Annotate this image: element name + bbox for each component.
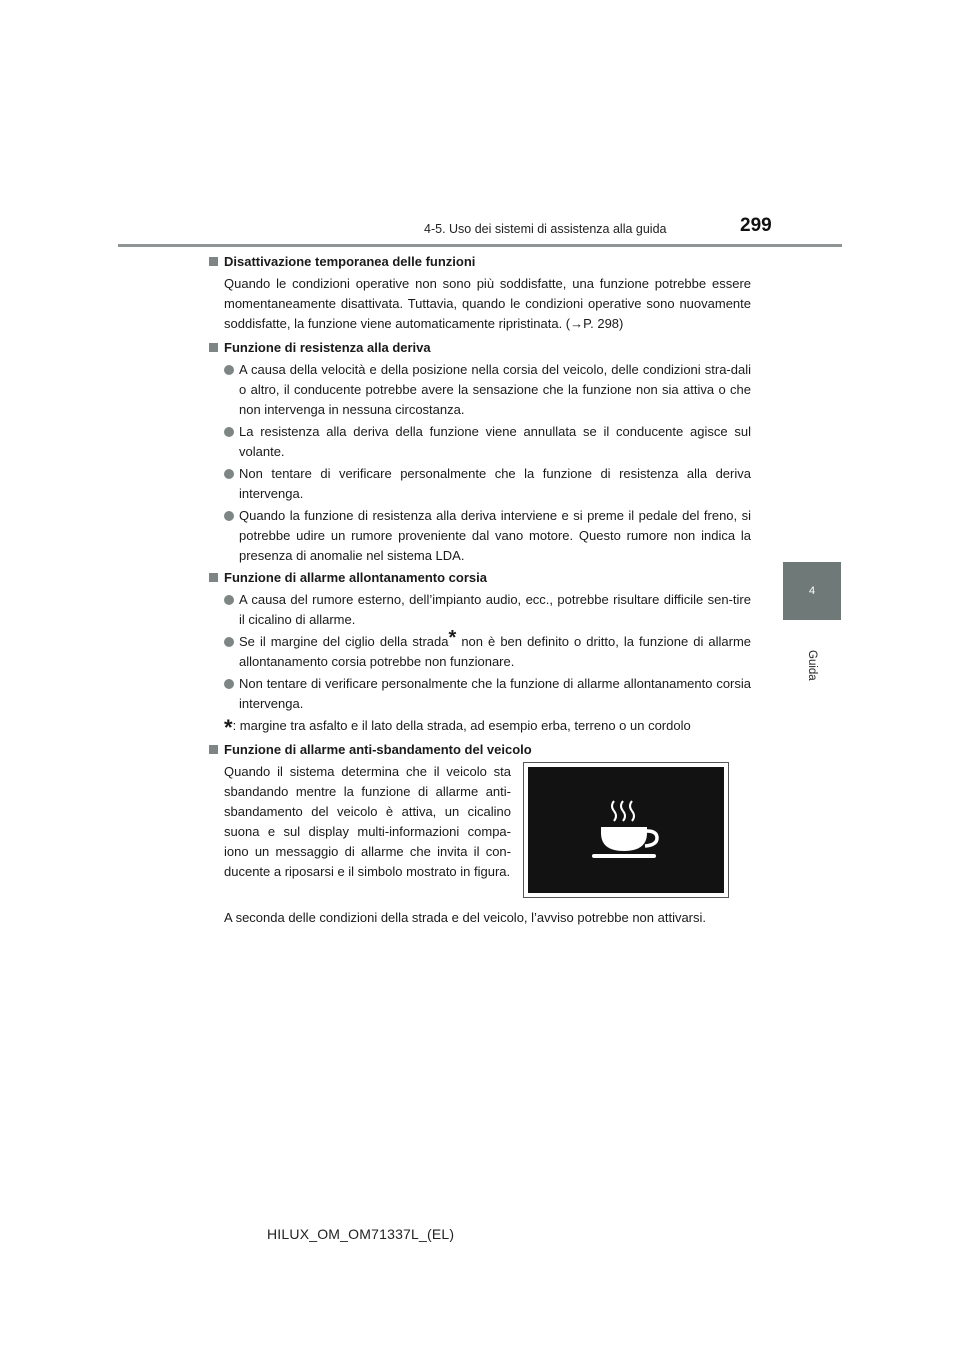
- section-sway-warning: [208, 740, 751, 928]
- list-item-text: A causa della velocità e della posizione nella corsia del veicolo, delle condizioni stra-dali o altro, il conducente potrebbe avere la sensazione che la funzione non sia attiva o che non intervenga in nessuna circostanza.: [239, 362, 751, 417]
- chapter-tab: [783, 562, 841, 620]
- list-item: [208, 464, 751, 504]
- figure-block: [208, 762, 751, 902]
- display-figure: [523, 762, 729, 898]
- heading-text: Funzione di allarme anti-sbandamento del veicolo: [224, 742, 532, 757]
- header-rule: [118, 244, 842, 247]
- header-section-title: 4-5. Uso dei sistemi di assistenza alla guida: [424, 222, 667, 236]
- chapter-number: 4: [808, 585, 816, 597]
- list-item: [208, 590, 751, 630]
- list-item: [208, 627, 751, 672]
- section-heading: [208, 252, 751, 272]
- round-bullet-icon: [224, 595, 234, 605]
- list-item-text-before: Se il margine del ciglio della strada: [239, 634, 449, 649]
- square-bullet-icon: [209, 257, 218, 266]
- footnote-text: : margine tra asfalto e il lato della strada, ad esempio erba, terreno o un cordolo: [232, 718, 691, 733]
- footnote: [208, 715, 751, 740]
- section-drift-resistance: [208, 338, 751, 566]
- round-bullet-icon: [224, 469, 234, 479]
- list-item-text: Quando la funzione di resistenza alla deriva interviene e si preme il pedale del freno, si potrebbe udire un rumore proveniente dal vano motore. Questo rumore non indica la presenza di anomalie nel sistema LDA.: [239, 508, 751, 563]
- footnote-marker: *: [448, 627, 457, 649]
- round-bullet-icon: [224, 427, 234, 437]
- section-temporary-deactivation: [208, 252, 751, 334]
- round-bullet-icon: [224, 511, 234, 521]
- section-heading: [208, 338, 751, 358]
- section-heading: [208, 740, 751, 760]
- figure-description: Quando il sistema determina che il veicolo sta sbandando mentre la funzione di allarme anti-sbandamento del veicolo è attiva, un cicalino suona e sul display multi-informazioni compa-iono un messaggio di allarme che invita il con-ducente a riposarsi e il simbolo mostrato in figura.: [224, 764, 511, 879]
- round-bullet-icon: [224, 365, 234, 375]
- footer-document-code: HILUX_OM_OM71337L_(EL): [267, 1226, 455, 1242]
- coffee-cup-icon: [586, 795, 666, 865]
- page-number: 299: [740, 215, 772, 236]
- list-item-text: A causa del rumore esterno, dell’impianto audio, ecc., potrebbe risultare difficile sen-tire il cicalino di allarme.: [239, 592, 751, 627]
- heading-text: Disattivazione temporanea delle funzioni: [224, 254, 476, 269]
- list-item-text: Non tentare di verificare personalmente che la funzione di allarme allontanamento corsia intervenga.: [239, 676, 751, 711]
- square-bullet-icon: [209, 573, 218, 582]
- section-heading: [208, 568, 751, 588]
- chapter-label: Guida: [806, 650, 818, 681]
- heading-text: Funzione di resistenza alla deriva: [224, 340, 431, 355]
- paragraph: A seconda delle condizioni della strada e del veicolo, l’avviso potrebbe non attivarsi.: [224, 910, 707, 925]
- square-bullet-icon: [209, 343, 218, 352]
- heading-text: Funzione di allarme allontanamento corsia: [224, 570, 487, 585]
- list-item-text: Non tentare di verificare personalmente che la funzione di resistenza alla deriva intervenga.: [239, 466, 751, 501]
- list-item: [208, 506, 751, 566]
- round-bullet-icon: [224, 679, 234, 689]
- page-content: [208, 252, 751, 928]
- list-item: [208, 674, 751, 714]
- section-lane-departure-alert: [208, 568, 751, 740]
- list-item: [208, 360, 751, 420]
- paragraph: Quando le condizioni operative non sono più soddisfatte, una funzione potrebbe essere momentaneamente disattivata. Tuttavia, quando le condizioni operative sono nuovamente soddisfatte, la funzione viene automaticamente ripristinata. (→P. 298): [224, 276, 751, 331]
- multi-information-display: [528, 767, 724, 893]
- list-item: [208, 422, 751, 462]
- list-item-text: La resistenza alla deriva della funzione viene annullata se il conducente agisce sul volante.: [239, 424, 751, 459]
- square-bullet-icon: [209, 745, 218, 754]
- round-bullet-icon: [224, 637, 234, 647]
- footnote-star: *: [224, 715, 233, 740]
- list-item-text-after: non è ben definito o dritto, la funzione di allarme allontanamento corsia potrebbe non funzionare.: [239, 634, 751, 669]
